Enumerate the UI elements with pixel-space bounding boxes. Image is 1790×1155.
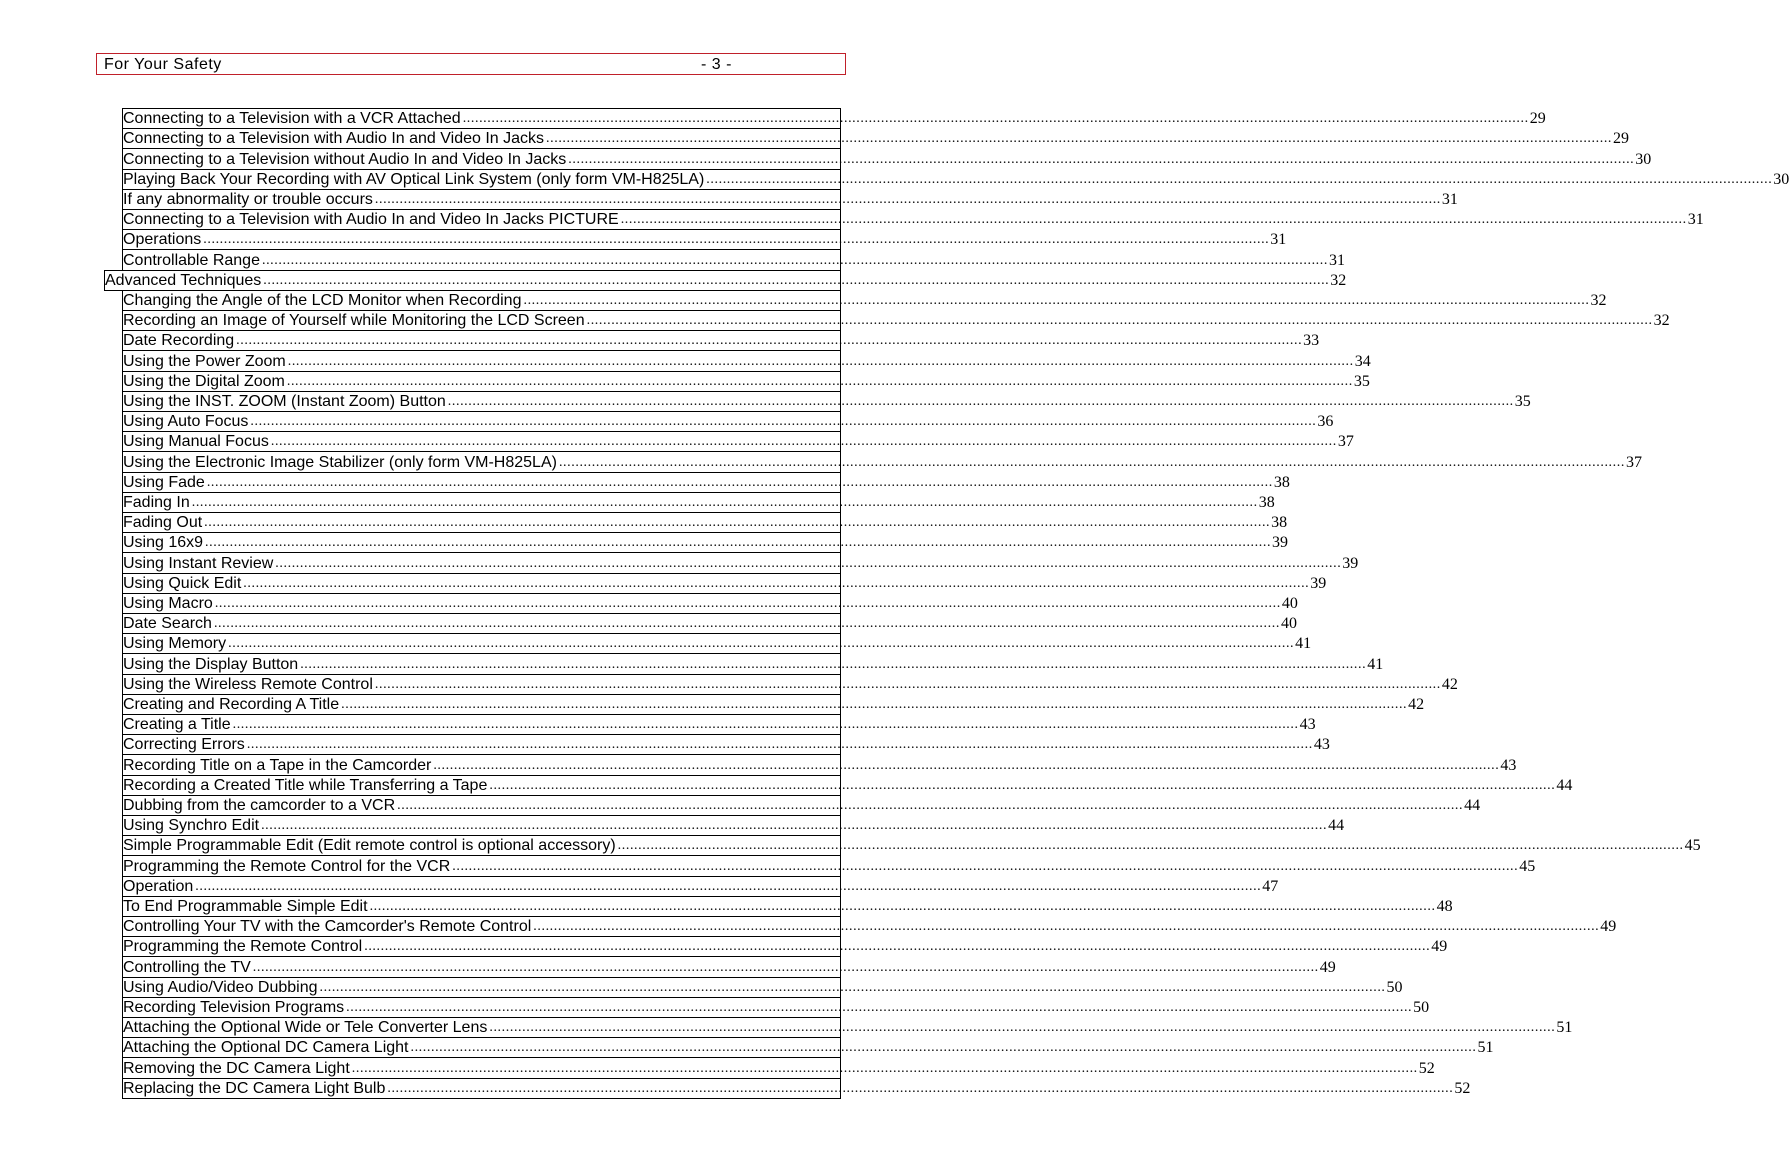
toc-entry-label: Using Audio/Video Dubbing: [123, 978, 318, 996]
toc-dot-leader: ....................................................................................................................................................................................................................................................................: [319, 979, 1386, 995]
toc-entry[interactable]: [122, 229, 1287, 249]
toc-dot-leader: ....................................................................................................................................................................................................................................................................: [364, 939, 1431, 955]
toc-entry-page: 45: [1519, 857, 1536, 875]
toc-entry-label: Controllable Range: [123, 251, 260, 269]
toc-entry-label: Recording an Image of Yourself while Monitoring the LCD Screen: [123, 312, 585, 330]
toc-dot-leader: ....................................................................................................................................................................................................................................................................: [533, 919, 1600, 935]
toc-entry-label: Using 16x9: [123, 534, 204, 552]
toc-entry[interactable]: [122, 330, 1320, 350]
toc-entry-page: 38: [1271, 514, 1288, 532]
toc-dot-leader: ....................................................................................................................................................................................................................................................................: [706, 171, 1773, 187]
toc-entry-label: Replacing the DC Camera Light Bulb: [123, 1079, 386, 1097]
toc-entry-page: 40: [1280, 615, 1297, 633]
toc-dot-leader: ....................................................................................................................................................................................................................................................................: [410, 1040, 1477, 1056]
toc-dot-leader: ....................................................................................................................................................................................................................................................................: [286, 373, 1353, 389]
toc-entry-page: 32: [1590, 291, 1607, 309]
toc-entry-label: Dubbing from the camcorder to a VCR: [123, 796, 396, 814]
toc-entry-page: 41: [1295, 635, 1312, 653]
toc-entry-label: Fading In: [123, 493, 190, 511]
toc-entry-page: 36: [1317, 413, 1334, 431]
toc-entry-label: Using Auto Focus: [123, 413, 249, 431]
toc-entry-page: 34: [1354, 352, 1371, 370]
toc-entry[interactable]: [122, 795, 1481, 815]
toc-dot-leader: ....................................................................................................................................................................................................................................................................: [205, 535, 1272, 551]
toc-entry[interactable]: [122, 613, 1297, 633]
toc-entry-page: 43: [1299, 716, 1316, 734]
toc-entry-page: 31: [1687, 211, 1704, 229]
toc-dot-leader: ....................................................................................................................................................................................................................................................................: [203, 232, 1270, 248]
toc-entry[interactable]: [122, 714, 1316, 734]
toc-entry-label: Recording a Created Title while Transferring a Tape: [123, 776, 488, 794]
toc-entry-label: Controlling the TV: [123, 958, 251, 976]
toc-entry-label: To End Programmable Simple Edit: [123, 897, 368, 915]
toc-entry-label: Using Quick Edit: [123, 574, 242, 592]
toc-entry-label: Playing Back Your Recording with AV Optical Link System (only form VM-H825LA): [123, 170, 705, 188]
toc-entry-label: Connecting to a Television with a VCR Attached: [123, 110, 461, 128]
toc-entry-label: Using the Electronic Image Stabilizer (only form VM-H825LA): [123, 453, 557, 471]
toc-entry[interactable]: [122, 472, 1290, 492]
toc-entry-label: Advanced Techniques: [105, 271, 262, 289]
toc-entry-page: 40: [1281, 594, 1298, 612]
toc-entry-page: 44: [1556, 776, 1573, 794]
toc-entry-label: Using Instant Review: [123, 554, 274, 572]
toc-entry[interactable]: [122, 1078, 1471, 1098]
toc-dot-leader: ....................................................................................................................................................................................................................................................................: [261, 818, 1328, 834]
toc-entry-label: Using Memory: [123, 635, 227, 653]
toc-dot-leader: ....................................................................................................................................................................................................................................................................: [568, 151, 1635, 167]
toc-entry[interactable]: [122, 108, 1546, 128]
header-title: For Your Safety: [104, 56, 222, 73]
toc-entry[interactable]: [122, 209, 1704, 229]
toc-entry-page: 38: [1273, 473, 1290, 491]
toc-entry-label: Changing the Angle of the LCD Monitor when Recording: [123, 291, 522, 309]
toc-entry-label: Operations: [123, 231, 202, 249]
toc-entry-page: 29: [1613, 130, 1630, 148]
toc-entry[interactable]: [122, 1037, 1494, 1057]
toc-entry-page: 44: [1464, 796, 1481, 814]
toc-entry-label: Using Macro: [123, 594, 213, 612]
toc-dot-leader: ....................................................................................................................................................................................................................................................................: [195, 878, 1262, 894]
toc-entry-label: Creating and Recording A Title: [123, 695, 340, 713]
toc-entry[interactable]: [122, 391, 1531, 411]
toc-entry-label: Programming the Remote Control: [123, 938, 363, 956]
toc-entry-page: 47: [1262, 877, 1279, 895]
toc-entry[interactable]: [122, 936, 1448, 956]
toc-entry[interactable]: [122, 128, 1630, 148]
toc-entry-label: Date Search: [123, 615, 212, 633]
toc-dot-leader: ....................................................................................................................................................................................................................................................................: [489, 777, 1556, 793]
toc-entry-label: Controlling Your TV with the Camcorder's Remote Control: [123, 918, 532, 936]
toc-entry[interactable]: [122, 956, 1336, 976]
toc-dot-leader: ....................................................................................................................................................................................................................................................................: [204, 515, 1271, 531]
toc-entry-label: Removing the DC Camera Light: [123, 1059, 350, 1077]
toc-entry[interactable]: [122, 876, 1279, 896]
toc-entry[interactable]: [122, 1017, 1573, 1037]
toc-entry[interactable]: [122, 815, 1345, 835]
toc-entry-page: 37: [1625, 453, 1642, 471]
toc-entry-label: Connecting to a Television with Audio In and Video In Jacks PICTURE: [123, 211, 619, 229]
toc-dot-leader: ....................................................................................................................................................................................................................................................................: [261, 252, 1328, 268]
toc-dot-leader: ....................................................................................................................................................................................................................................................................: [369, 898, 1436, 914]
toc-dot-leader: ....................................................................................................................................................................................................................................................................: [433, 757, 1500, 773]
toc-entry-label: Attaching the Optional DC Camera Light: [123, 1039, 409, 1057]
toc-entry-page: 50: [1413, 998, 1430, 1016]
toc-entry-label: Using the Power Zoom: [123, 352, 286, 370]
toc-entry[interactable]: [122, 411, 1334, 431]
toc-entry-page: 52: [1454, 1079, 1471, 1097]
toc-entry-label: Using the INST. ZOOM (Instant Zoom) Button: [123, 392, 446, 410]
toc-entry[interactable]: [122, 916, 1617, 936]
toc-entry[interactable]: [122, 350, 1371, 370]
toc-entry[interactable]: [122, 148, 1652, 168]
toc-dot-leader: ....................................................................................................................................................................................................................................................................: [228, 636, 1295, 652]
toc-entry-label: Recording Title on a Tape in the Camcorder: [123, 756, 432, 774]
toc-entry-label: Operation: [123, 877, 194, 895]
toc-entry-page: 48: [1436, 897, 1453, 915]
toc-entry[interactable]: [122, 249, 1345, 269]
toc-entry[interactable]: [122, 593, 1298, 613]
toc-dot-leader: ....................................................................................................................................................................................................................................................................: [546, 131, 1613, 147]
toc-dot-leader: ....................................................................................................................................................................................................................................................................: [243, 575, 1310, 591]
toc-dot-leader: ....................................................................................................................................................................................................................................................................: [374, 191, 1441, 207]
toc-entry-label: Date Recording: [123, 332, 235, 350]
toc-entry[interactable]: [122, 290, 1607, 310]
toc-entry[interactable]: [122, 532, 1289, 552]
toc-dot-leader: ....................................................................................................................................................................................................................................................................: [191, 494, 1258, 510]
toc-entry-page: 49: [1600, 918, 1617, 936]
toc-dot-leader: ....................................................................................................................................................................................................................................................................: [586, 313, 1653, 329]
toc-entry-page: 31: [1328, 251, 1345, 269]
toc-dot-leader: ....................................................................................................................................................................................................................................................................: [374, 676, 1441, 692]
toc-entry[interactable]: [122, 997, 1430, 1017]
toc-dot-leader: ....................................................................................................................................................................................................................................................................: [558, 454, 1625, 470]
toc-dot-leader: ....................................................................................................................................................................................................................................................................: [452, 858, 1519, 874]
toc-entry-page: 44: [1328, 817, 1345, 835]
toc-entry-label: Simple Programmable Edit (Edit remote control is optional accessory): [123, 837, 616, 855]
toc-dot-leader: ....................................................................................................................................................................................................................................................................: [214, 595, 1281, 611]
toc-entry-page: 39: [1272, 534, 1289, 552]
toc-entry[interactable]: [122, 653, 1384, 673]
toc-dot-leader: ....................................................................................................................................................................................................................................................................: [300, 656, 1367, 672]
toc-entry-page: 35: [1514, 392, 1531, 410]
header-page-number: - 3 -: [701, 56, 732, 73]
toc-entry[interactable]: [104, 270, 1347, 290]
toc-entry-page: 41: [1367, 655, 1384, 673]
toc-entry[interactable]: [122, 694, 1425, 714]
toc-entry-page: 29: [1529, 110, 1546, 128]
toc-entry[interactable]: [122, 310, 1670, 330]
toc-entry-label: Using the Wireless Remote Control: [123, 675, 373, 693]
toc-entry[interactable]: [122, 754, 1517, 774]
toc-entry[interactable]: [122, 835, 1701, 855]
toc-entry-label: Recording Television Programs: [123, 998, 345, 1016]
toc-entry-page: 42: [1441, 675, 1458, 693]
toc-dot-leader: ....................................................................................................................................................................................................................................................................: [236, 333, 1303, 349]
toc-dot-leader: ....................................................................................................................................................................................................................................................................: [617, 838, 1684, 854]
toc-entry-label: Programming the Remote Control for the VCR: [123, 857, 451, 875]
toc-entry-label: Using Manual Focus: [123, 433, 269, 451]
toc-dot-leader: ....................................................................................................................................................................................................................................................................: [346, 999, 1413, 1015]
toc-entry-page: 37: [1337, 433, 1354, 451]
toc-dot-leader: ....................................................................................................................................................................................................................................................................: [250, 414, 1317, 430]
toc-dot-leader: ....................................................................................................................................................................................................................................................................: [489, 1020, 1556, 1036]
toc-entry-page: 52: [1418, 1059, 1435, 1077]
toc-entry[interactable]: [122, 1057, 1435, 1077]
toc-entry-page: 39: [1310, 574, 1327, 592]
toc-entry[interactable]: [122, 977, 1403, 997]
toc-entry-page: 45: [1684, 837, 1701, 855]
toc-entry-page: 31: [1270, 231, 1287, 249]
toc-dot-leader: ....................................................................................................................................................................................................................................................................: [397, 797, 1464, 813]
toc-dot-leader: ....................................................................................................................................................................................................................................................................: [523, 292, 1590, 308]
toc-entry-label: If any abnormality or trouble occurs: [123, 190, 373, 208]
toc-entry-page: 49: [1319, 958, 1336, 976]
toc-entry[interactable]: [122, 169, 1790, 189]
toc-dot-leader: ....................................................................................................................................................................................................................................................................: [213, 616, 1280, 632]
toc-entry[interactable]: [122, 633, 1312, 653]
toc-entry-label: Fading Out: [123, 514, 203, 532]
toc-entry-page: 30: [1773, 170, 1790, 188]
toc-dot-leader: ....................................................................................................................................................................................................................................................................: [270, 434, 1337, 450]
toc-entry-page: 33: [1303, 332, 1320, 350]
toc-entry-label: Correcting Errors: [123, 736, 245, 754]
toc-entry-page: 31: [1441, 190, 1458, 208]
toc-entry[interactable]: [122, 189, 1458, 209]
toc-entry[interactable]: [122, 674, 1458, 694]
toc-entry[interactable]: [122, 734, 1330, 754]
toc-dot-leader: ....................................................................................................................................................................................................................................................................: [232, 717, 1299, 733]
toc-entry-page: 39: [1342, 554, 1359, 572]
toc-entry[interactable]: [122, 573, 1327, 593]
toc-entry-page: 32: [1653, 312, 1670, 330]
toc-entry-label: Using Synchro Edit: [123, 817, 260, 835]
toc-dot-leader: ....................................................................................................................................................................................................................................................................: [462, 111, 1529, 127]
toc-entry[interactable]: [122, 492, 1275, 512]
toc-entry[interactable]: [122, 451, 1642, 471]
toc-entry-page: 49: [1431, 938, 1448, 956]
toc-entry-page: 30: [1635, 150, 1652, 168]
toc-entry-page: 51: [1556, 1019, 1573, 1037]
toc-entry-page: 35: [1353, 372, 1370, 390]
toc-entry-label: Using Fade: [123, 473, 205, 491]
toc-dot-leader: ....................................................................................................................................................................................................................................................................: [252, 959, 1319, 975]
toc-entry[interactable]: [122, 431, 1354, 451]
toc-entry-label: Creating a Title: [123, 716, 231, 734]
toc-entry[interactable]: [122, 512, 1288, 532]
toc-dot-leader: ....................................................................................................................................................................................................................................................................: [246, 737, 1313, 753]
toc-entry[interactable]: [122, 775, 1573, 795]
page-header: [96, 53, 846, 75]
toc-entry-label: Attaching the Optional Wide or Tele Converter Lens: [123, 1019, 488, 1037]
toc-entry[interactable]: [122, 371, 1370, 391]
toc-entry-label: Using the Display Button: [123, 655, 299, 673]
toc-entry-page: 51: [1477, 1039, 1494, 1057]
toc-entry-label: Connecting to a Television with Audio In and Video In Jacks: [123, 130, 545, 148]
toc-entry[interactable]: [122, 552, 1359, 572]
toc-entry-page: 42: [1408, 695, 1425, 713]
toc-dot-leader: ....................................................................................................................................................................................................................................................................: [447, 393, 1514, 409]
toc-dot-leader: ....................................................................................................................................................................................................................................................................: [287, 353, 1354, 369]
toc-entry[interactable]: [122, 855, 1536, 875]
toc-dot-leader: ....................................................................................................................................................................................................................................................................: [341, 696, 1408, 712]
toc-dot-leader: ....................................................................................................................................................................................................................................................................: [263, 272, 1330, 288]
toc-entry-page: 50: [1386, 978, 1403, 996]
toc-dot-leader: ....................................................................................................................................................................................................................................................................: [620, 212, 1687, 228]
toc-dot-leader: ....................................................................................................................................................................................................................................................................: [351, 1060, 1418, 1076]
toc-entry-page: 43: [1500, 756, 1517, 774]
toc-dot-leader: ....................................................................................................................................................................................................................................................................: [387, 1080, 1454, 1096]
toc-entry-page: 43: [1313, 736, 1330, 754]
toc-dot-leader: ....................................................................................................................................................................................................................................................................: [275, 555, 1342, 571]
toc-entry-page: 32: [1330, 271, 1347, 289]
toc-entry[interactable]: [122, 896, 1453, 916]
toc-entry-page: 38: [1258, 493, 1275, 511]
toc-entry-label: Using the Digital Zoom: [123, 372, 285, 390]
toc-entry-label: Connecting to a Television without Audio In and Video In Jacks: [123, 150, 567, 168]
toc-dot-leader: ....................................................................................................................................................................................................................................................................: [206, 474, 1273, 490]
